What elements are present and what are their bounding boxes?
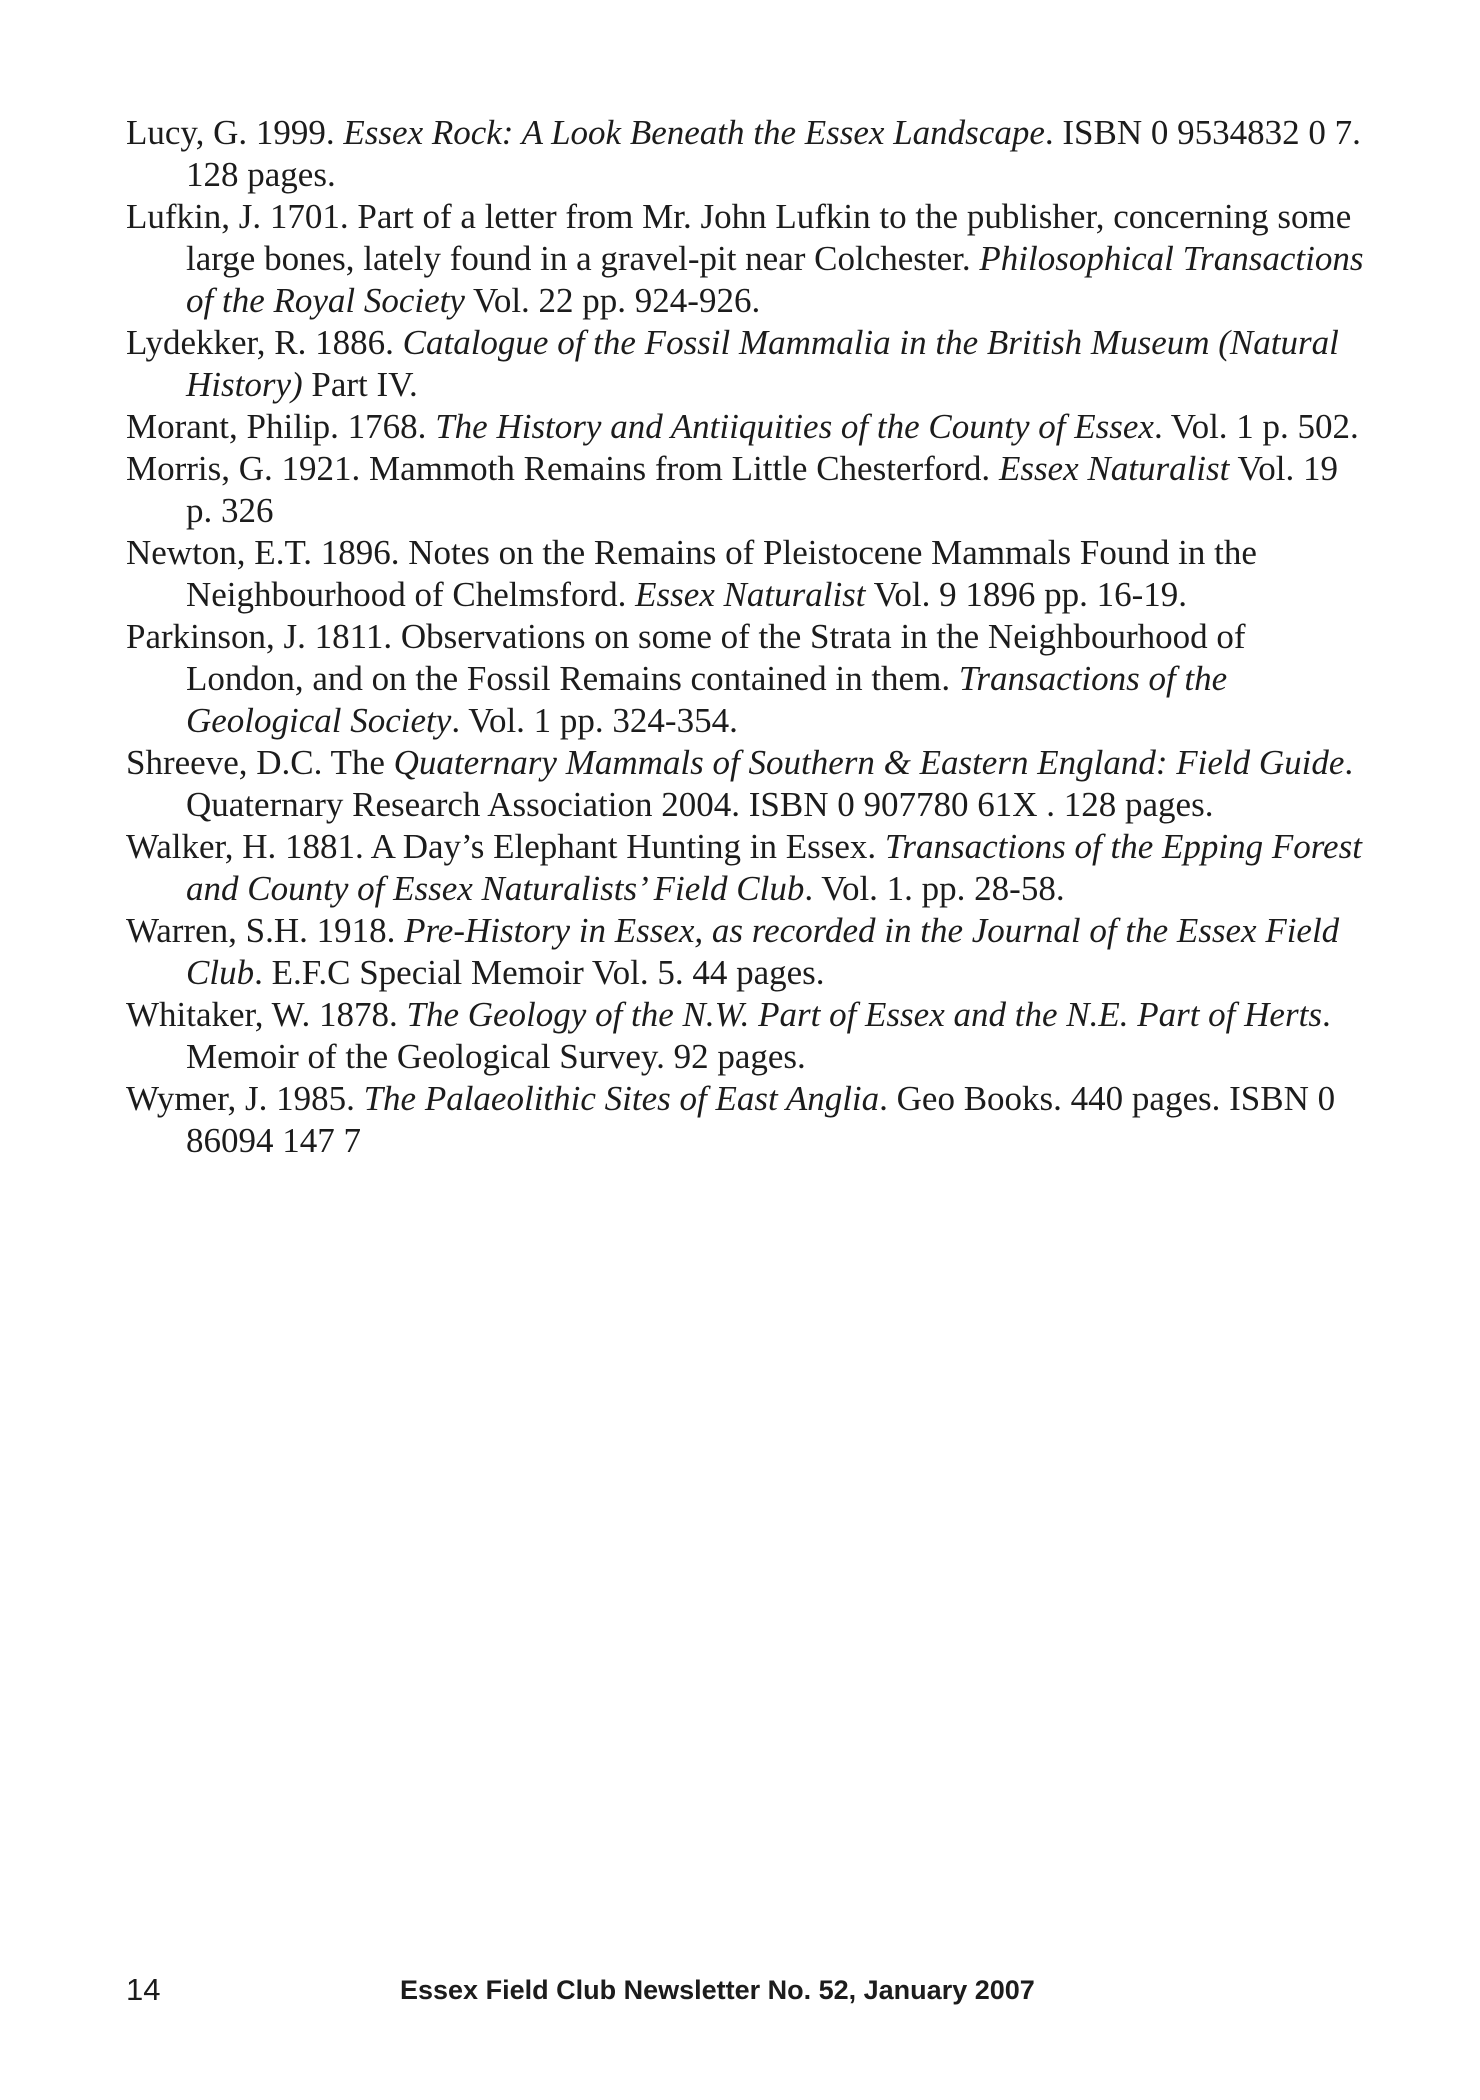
page-number: 14 <box>126 1972 161 2007</box>
reference-text: Walker, H. 1881. A Day’s Elephant Hunting in Essex. <box>126 827 885 866</box>
reference-parkinson-1811 <box>126 616 1366 742</box>
reference-title: Essex Rock: A Look Beneath the Essex Landscape <box>343 113 1045 152</box>
reference-text: . Vol. 1 pp. 324-354. <box>451 701 738 740</box>
reference-text: Shreeve, D.C. The <box>126 743 394 782</box>
reference-text: . Quaternary Research Association 2004. ISBN 0 907780 61X . 128 pages. <box>186 743 1354 824</box>
reference-title: Philosophical Transactions of the Royal Society <box>186 239 1364 320</box>
reference-lufkin-1701 <box>126 196 1366 322</box>
reference-text: Wymer, J. 1985. <box>126 1079 364 1118</box>
reference-lucy-1999 <box>126 112 1366 196</box>
reference-whitaker-1878 <box>126 994 1366 1078</box>
reference-title: Catalogue of the Fossil Mammalia in the British Museum (Natural History) <box>186 323 1339 404</box>
reference-title: Pre-History in Essex, as recorded in the Journal of the Essex Field Club <box>186 911 1340 992</box>
reference-text: Lufkin, J. 1701. Part of a letter from Mr. John Lufkin to the publisher, concerning some large bones, lately found in a gravel-pit near Colchester. <box>126 197 1352 278</box>
reference-text: Lydekker, R. 1886. <box>126 323 403 362</box>
reference-text: . ISBN 0 9534832 0 7. 128 pages. <box>186 113 1361 194</box>
reference-text: Parkinson, J. 1811. Observations on some of the Strata in the Neighbourhood of London, and on the Fossil Remains contained in them. <box>126 617 1246 698</box>
reference-newton-1896 <box>126 532 1366 616</box>
reference-text: Morris, G. 1921. Mammoth Remains from Little Chesterford. <box>126 449 999 488</box>
reference-text: Part IV. <box>302 365 418 404</box>
newsletter-title: Essex Field Club Newsletter No. 52, January 2007 <box>400 1975 1035 2005</box>
reference-title: Essex Naturalist <box>998 449 1230 488</box>
reference-warren-1918 <box>126 910 1366 994</box>
reference-text: . E.F.C Special Memoir Vol. 5. 44 pages. <box>254 953 825 992</box>
reference-shreeve-2004 <box>126 742 1366 826</box>
reference-text: . Memoir of the Geological Survey. 92 pages. <box>186 995 1331 1076</box>
reference-text: Whitaker, W. 1878. <box>126 995 407 1034</box>
reference-lydekker-1886 <box>126 322 1366 406</box>
reference-text: Vol. 19 p. 326 <box>186 449 1338 530</box>
reference-text: . Vol. 1. pp. 28-58. <box>804 869 1065 908</box>
reference-title: Transactions of the Geological Society <box>186 659 1228 740</box>
reference-title: The Geology of the N.W. Part of Essex and the N.E. Part of Herts <box>406 995 1322 1034</box>
reference-text: Morant, Philip. 1768. <box>126 407 436 446</box>
page-footer <box>0 1970 1480 2010</box>
reference-title: Transactions of the Epping Forest and County of Essex Naturalists’ Field Club <box>186 827 1362 908</box>
reference-text: Vol. 22 pp. 924-926. <box>464 281 761 320</box>
reference-text: Lucy, G. 1999. <box>126 113 344 152</box>
reference-text: Newton, E.T. 1896. Notes on the Remains of Pleistocene Mammals Found in the Neighbourhood of Chelmsford. <box>126 533 1257 614</box>
reference-list <box>126 112 1366 1162</box>
reference-morris-1921 <box>126 448 1366 532</box>
reference-wymer-1985 <box>126 1078 1366 1162</box>
reference-title: The History and Antiiquities of the County of Essex <box>435 407 1154 446</box>
reference-text: . Vol. 1 p. 502. <box>1153 407 1359 446</box>
reference-text: Warren, S.H. 1918. <box>126 911 405 950</box>
reference-title: Essex Naturalist <box>635 575 866 614</box>
reference-morant-1768 <box>126 406 1366 448</box>
reference-text: . Geo Books. 440 pages. ISBN 0 86094 147 7 <box>186 1079 1336 1160</box>
reference-title: Quaternary Mammals of Southern & Eastern England: Field Guide <box>393 743 1345 782</box>
reference-title: The Palaeolithic Sites of East Anglia <box>363 1079 880 1118</box>
reference-text: Vol. 9 1896 pp. 16-19. <box>865 575 1188 614</box>
reference-walker-1881 <box>126 826 1366 910</box>
